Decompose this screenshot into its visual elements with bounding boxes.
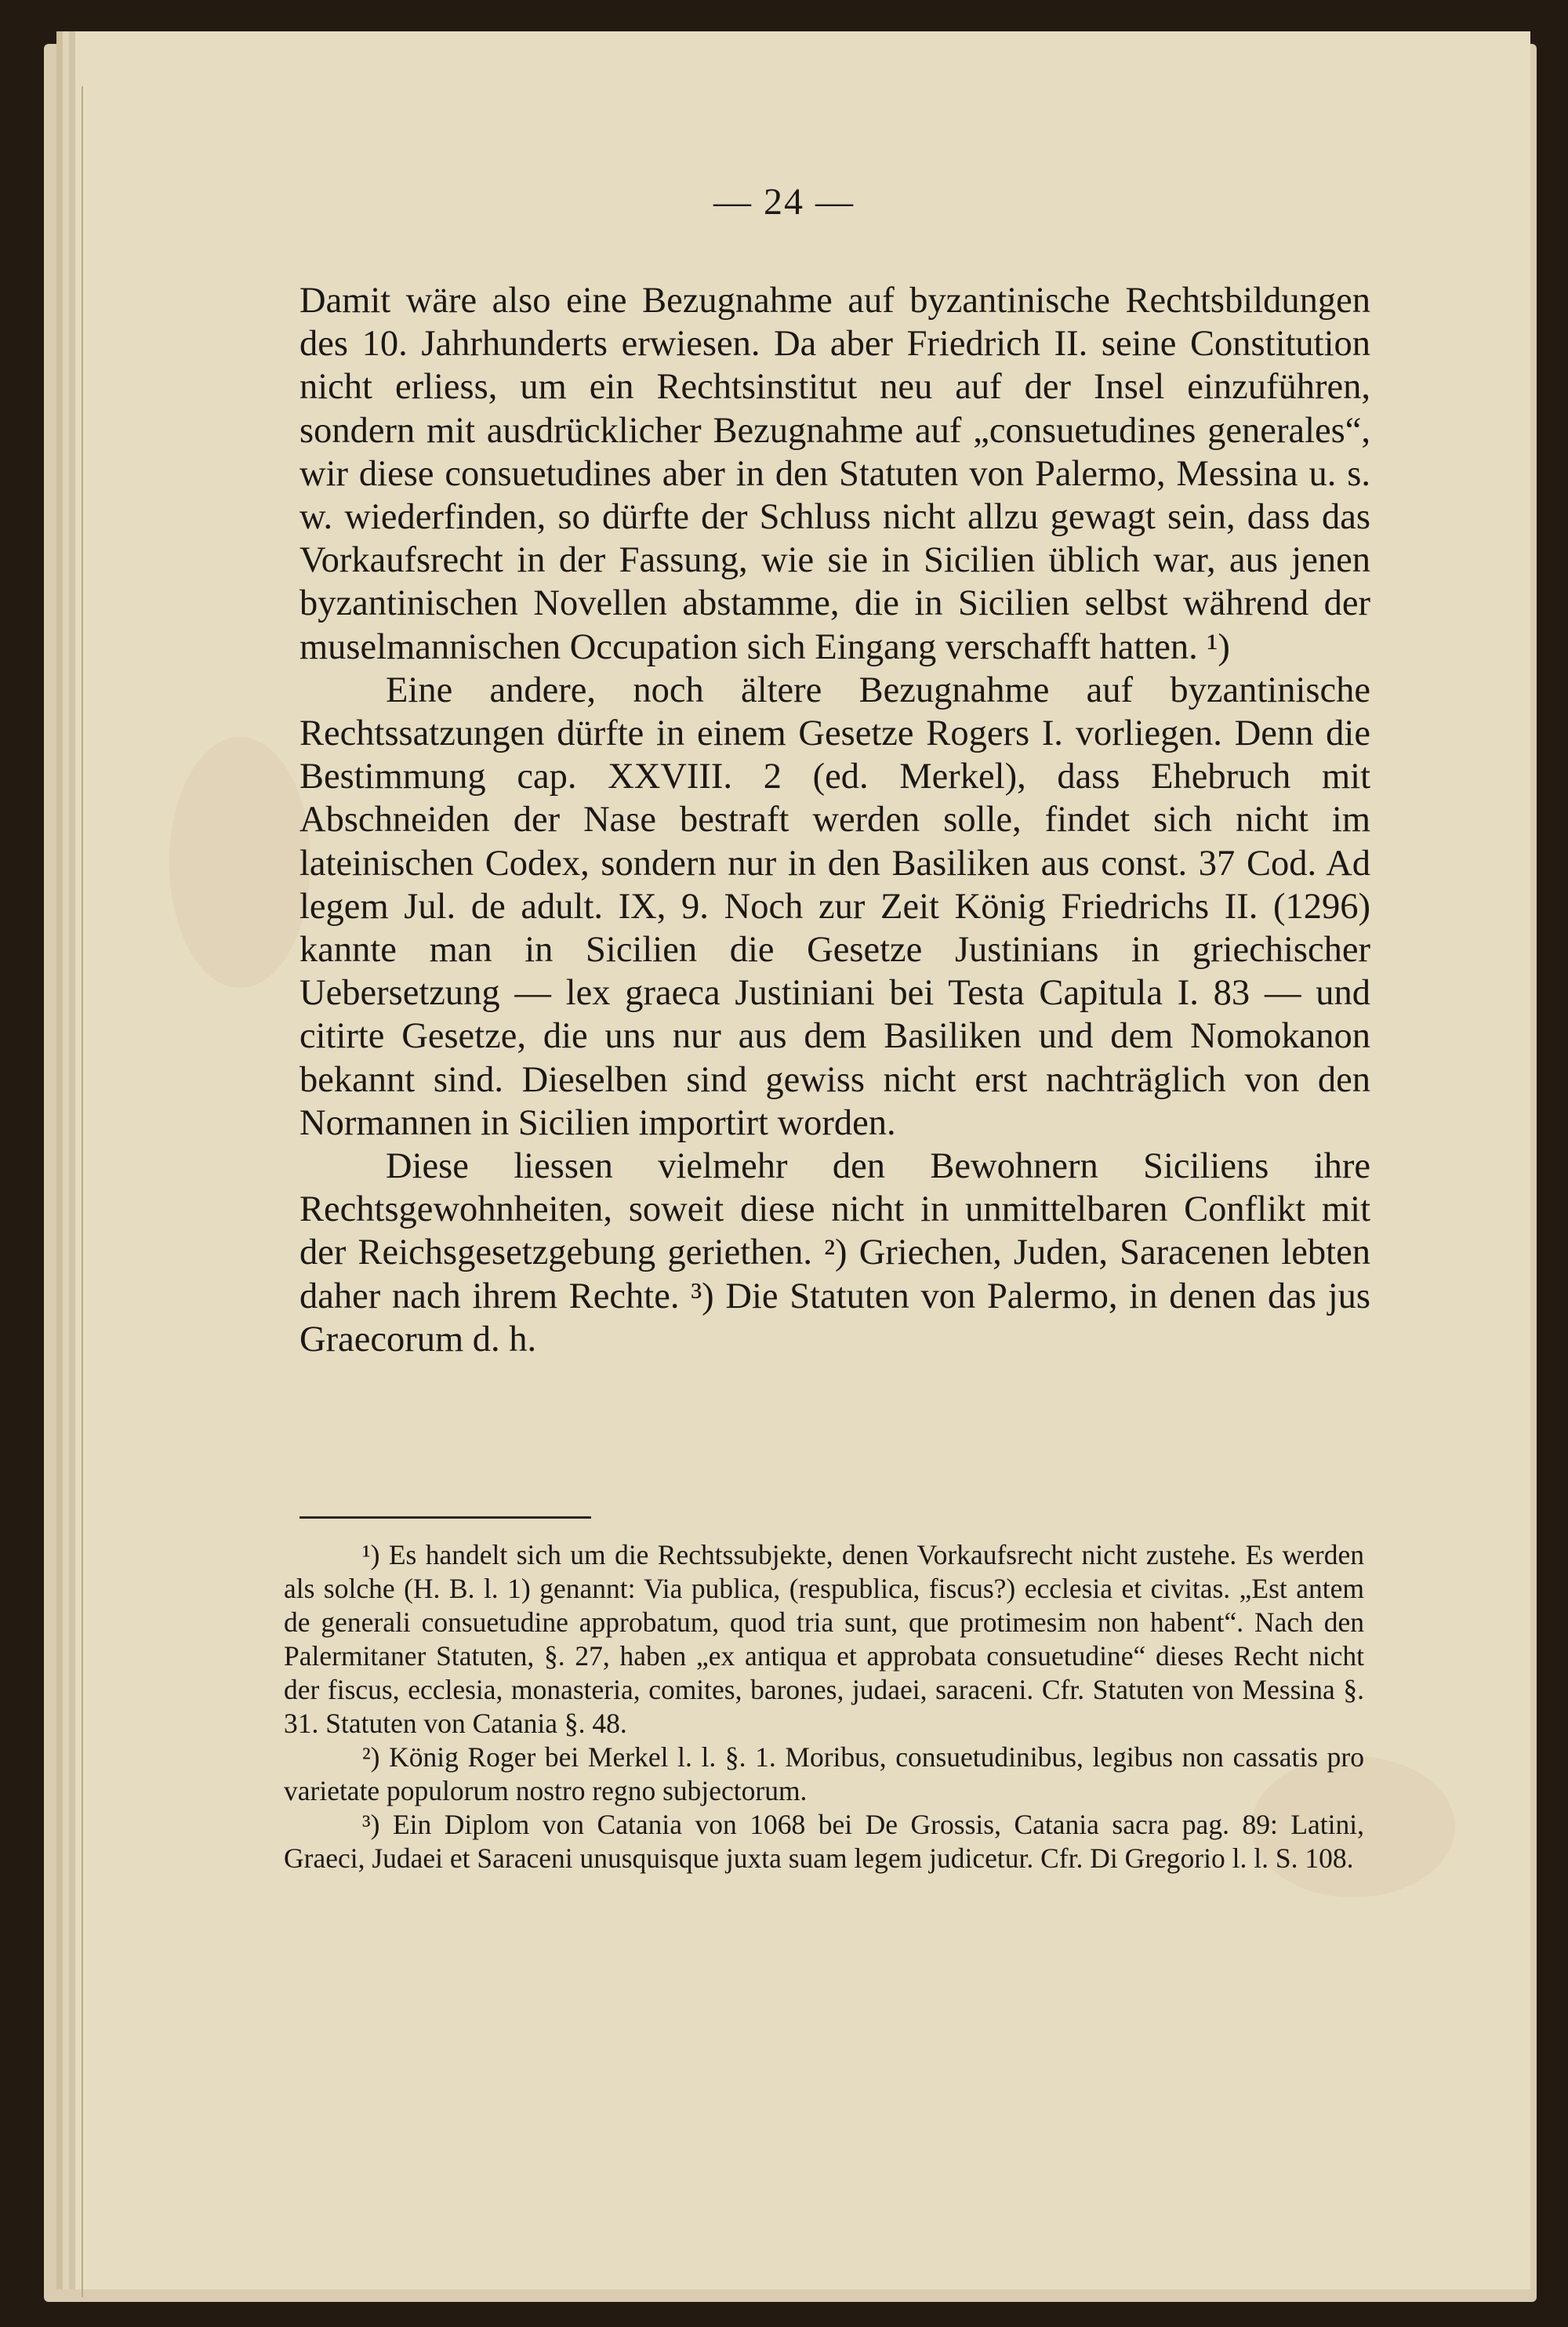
main-text [299,279,1370,1361]
footnote: ¹) Es handelt sich um die Rechtssubjekte, denen Vorkaufsrecht nicht zustehe. Es werden als solche (H. B. l. 1) genannt: Via publica, (respublica, fiscus?) ecclesia et civitas. „Est antem de generali consuetudine approbatum, quod tria sunt, que protimesim non habent“. Nach den Palermitaner Statuten, §. 27, haben „ex antiqua et approbata consuetudine“ dieses Recht nicht der fiscus, ecclesia, monasteria, comites, barones, judaei, saraceni. Cfr. Statuten von Messina §. 31. Statuten von Catania §. 48. [284,1539,1364,1739]
page-fold-line [82,86,83,2297]
footnotes [284,1538,1364,1875]
paragraph: Damit wäre also eine Bezugnahme auf byzantinische Rechtsbildungen des 10. Jahrhunderts erwiesen. Da aber Friedrich II. seine Constitution nicht erliess, um ein Rechtsinstitut neu auf der Insel einzuführen, sondern mit ausdrücklicher Bezugnahme auf „consuetudines generales“, wir diese consuetudines aber in den Statuten von Palermo, Messina u. s. w. wiederfinden, so dürfte der Schluss nicht allzu gewagt sein, dass das Vorkaufsrecht in der Fassung, wie sie in Sicilien üblich war, aus jenen byzantinischen Novellen abstamme, die in Sicilien selbst während der muselmannischen Occupation sich Eingang verschafft hatten. ¹) [299,281,1370,667]
paragraph: Diese liessen vielmehr den Bewohnern Siciliens ihre Rechtsgewohnheiten, soweit diese nicht in unmittelbaren Conflikt mit der Reichsgesetzgebung geriethen. ²) Griechen, Juden, Saracenen lebten daher nach ihrem Rechte. ³) Die Statuten von Palermo, in denen das jus Graecorum d. h. [299,1146,1370,1360]
footnote-separator [299,1516,591,1519]
page-number: — 24 — [713,181,855,223]
paper-stain [169,737,310,988]
paragraph: Eine andere, noch ältere Bezugnahme auf byzantinische Rechtssatzungen dürfte in einem Gesetze Rogers I. vorliegen. Denn die Bestimmung cap. XXVIII. 2 (ed. Merkel), dass Ehebruch mit Abschneiden der Nase bestraft werden solle, findet sich nicht im lateinischen Codex, sondern nur in den Basiliken aus const. 37 Cod. Ad legem Jul. de adult. IX, 9. Noch zur Zeit König Friedrichs II. (1296) kannte man in Sicilien die Gesetze Justinians in griechischer Uebersetzung — lex graeca Justiniani bei Testa Capitula I. 83 — und citirte Gesetze, die uns nur aus dem Basiliken und dem Nomokanon bekannt sind. Dieselben sind gewiss nicht erst nachträglich von den Normannen in Sicilien importirt worden. [299,670,1370,1143]
footnote: ²) König Roger bei Merkel l. l. §. 1. Moribus, consuetudinibus, legibus non cassatis pro varietate populorum nostro regno subjectorum. [284,1741,1364,1806]
footnote: ³) Ein Diplom von Catania von 1068 bei De Grossis, Catania sacra pag. 89: Latini, Graeci, Judaei et Saraceni unusquisque juxta suam legem judicetur. Cfr. Di Gregorio l. l. S. 108. [284,1809,1364,1874]
